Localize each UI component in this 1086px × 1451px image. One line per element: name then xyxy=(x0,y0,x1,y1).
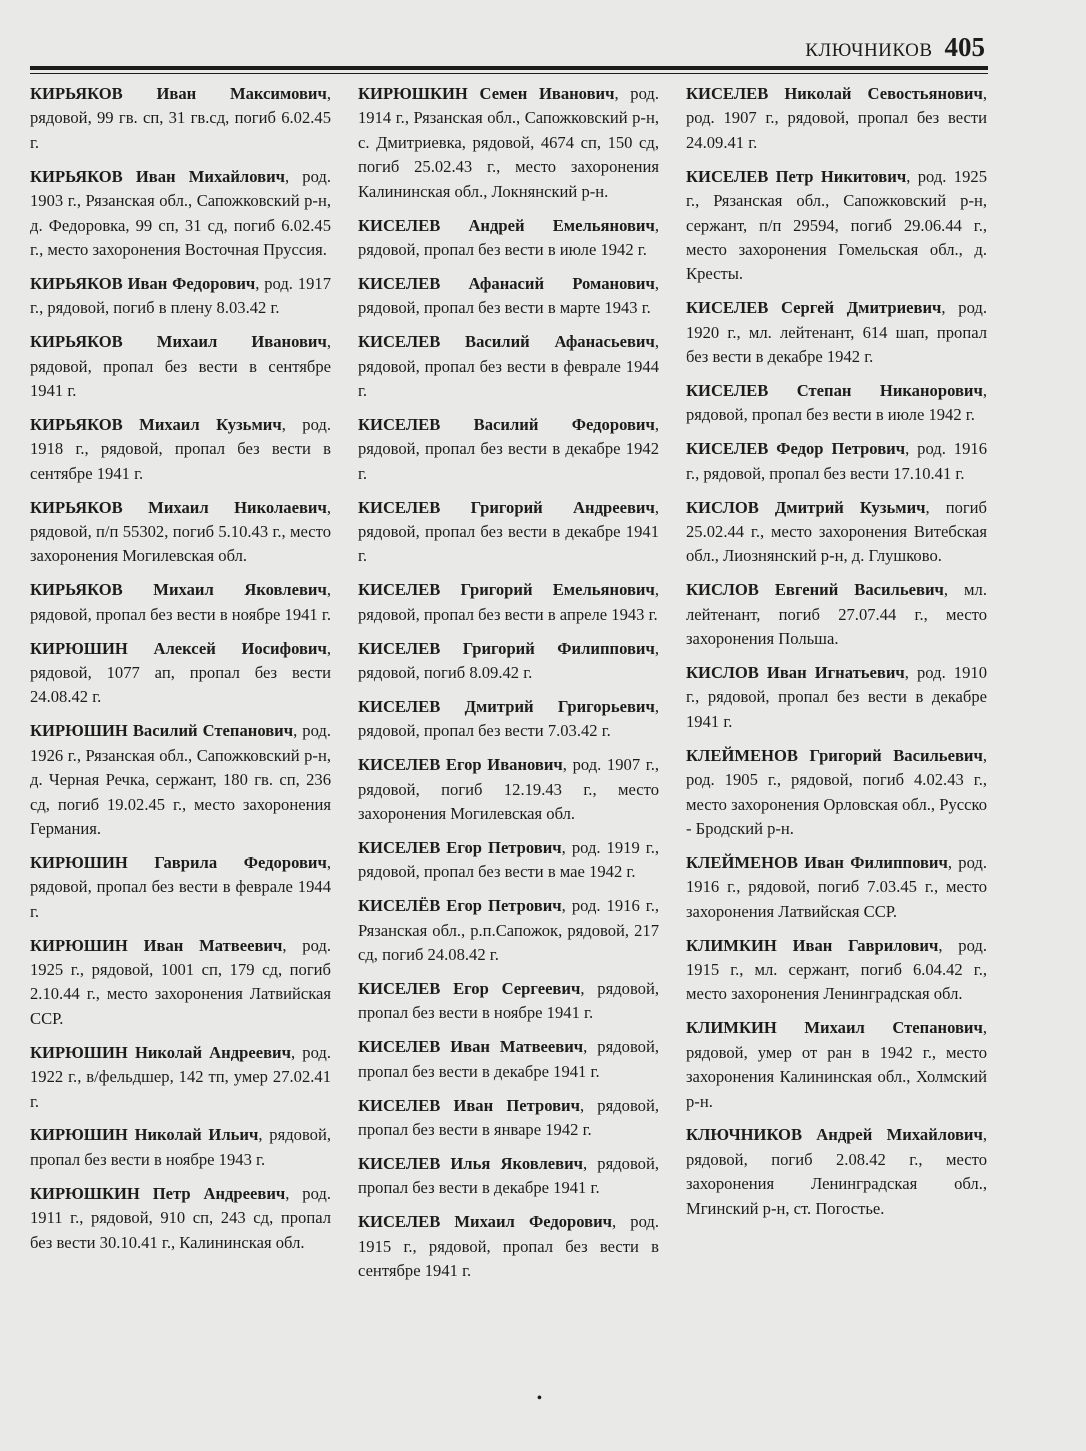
entry-name: КЛЕЙМЕНОВ Григорий Васильевич xyxy=(686,745,983,765)
header-rule-thin xyxy=(30,73,988,74)
entry xyxy=(358,1152,659,1201)
entry xyxy=(30,719,331,841)
entry-name: КИРЮШКИН Петр Андреевич xyxy=(30,1183,286,1203)
entry-name: КИСЛОВ Иван Игнатьевич xyxy=(686,663,905,683)
entry-details: , род. 1915 г., рядовой, пропал без вести в сентябре 1941 г. xyxy=(358,1212,659,1281)
entry-details: , род. 1925 г., Рязанская обл., Сапожковский р-н, сержант, п/п 29594, погиб 29.06.44 г., место захоронения Гомельская обл., д. Кресты. xyxy=(686,166,987,284)
entry-name: КИСЕЛЕВ Егор Сергеевич xyxy=(358,979,581,998)
entry-name: КИРЮШКИН Семен Иванович xyxy=(358,84,615,103)
entry-name: КИРЮШИН Василий Степанович xyxy=(30,721,294,741)
entry-name: КИСЕЛЕВ Петр Никитович xyxy=(686,166,907,186)
entry-name: КИСЛОВ Евгений Васильевич xyxy=(686,580,944,600)
entry xyxy=(358,1210,659,1283)
entry-details: , род. 1914 г., Рязанская обл., Сапожковский р-н, с. Дмитриевка, рядовой, 4674 сп, 150 сд, погиб 25.02.43 г., место захоронения Калининская обл., Локнянский р-н. xyxy=(358,84,659,201)
entry xyxy=(30,1123,331,1172)
entry-details: , мл. лейтенант, погиб 27.07.44 г., место захоронения Польша. xyxy=(686,580,987,649)
entry-name: КИРЬЯКОВ Михаил Яковлевич xyxy=(30,580,327,600)
entry xyxy=(686,661,987,734)
entry-details: , рядовой, пропал без вести в ноябре 1943 г. xyxy=(30,1125,331,1169)
entry-name: КЛЮЧНИКОВ Андрей Михайлович xyxy=(686,1125,983,1145)
entry-details: , рядовой, пропал без вести в ноябре 1941 г. xyxy=(30,580,331,624)
entry-details: , рядовой, п/п 55302, погиб 5.10.43 г., место захоронения Могилевская обл. xyxy=(30,497,331,566)
entry xyxy=(30,165,331,263)
entry xyxy=(30,272,331,321)
entry xyxy=(30,578,331,627)
entry-details: , род. 1916 г., Рязанская обл., р.п.Сапожок, рядовой, 217 сд, погиб 24.08.42 г. xyxy=(358,896,659,965)
entry-details: , рядовой, 99 гв. сп, 31 гв.сд, погиб 6.02.45 г. xyxy=(30,84,331,152)
entry-details: , рядовой, пропал без вести в феврале 1944 г. xyxy=(30,852,331,921)
entry-name: КИРЮШИН Гаврила Федорович xyxy=(30,852,327,872)
entry-name: КИСЕЛЕВ Иван Матвеевич xyxy=(358,1037,584,1057)
entry-details: , рядовой, пропал без вести в декабре 1941 г. xyxy=(358,1153,660,1198)
entry-details: , погиб 25.02.44 г., место захоронения Витебская обл., Лиознянский р-н, д. Глушково. xyxy=(686,497,987,566)
entry-details: , род. 1915 г., мл. сержант, погиб 6.04.42 г., место захоронения Ленинградская обл. xyxy=(686,935,987,1004)
entry xyxy=(358,330,659,403)
column-2 xyxy=(358,82,659,1293)
entry-details: , рядовой, пропал без вести в ноябре 1941 г. xyxy=(358,979,660,1023)
entry-name: КЛИМКИН Иван Гаврилович xyxy=(686,935,939,955)
entry-name: КИСЛОВ Дмитрий Кузьмич xyxy=(686,497,926,517)
entry-details: , рядовой, 1077 ап, пропал без вести 24.08.42 г. xyxy=(30,638,331,707)
footer-mark: • xyxy=(537,1391,542,1406)
entry xyxy=(686,851,987,924)
entry xyxy=(686,496,987,569)
entry-name: КИРЮШИН Николай Андреевич xyxy=(30,1042,291,1062)
entry xyxy=(30,330,331,403)
entry xyxy=(358,977,659,1026)
entry xyxy=(358,753,659,826)
entry xyxy=(686,1016,987,1114)
entry xyxy=(30,82,331,155)
entry-details: , рядовой, пропал без вести в апреле 1943 г. xyxy=(358,580,659,624)
entry xyxy=(358,272,659,321)
entry-details: , род. 1920 г., мл. лейтенант, 614 шап, пропал без вести в декабре 1942 г. xyxy=(686,298,987,367)
entry-name: КИРЮШИН Алексей Иосифович xyxy=(30,638,327,658)
page-number: 405 xyxy=(944,32,985,62)
entry xyxy=(358,836,659,885)
entry-details: , род. 1907 г., рядовой, погиб 12.19.43 г., место захоронения Могилевская обл. xyxy=(358,755,659,824)
entry xyxy=(30,851,331,924)
entry-name: КИСЕЛЕВ Михаил Федорович xyxy=(358,1212,613,1232)
entry-details: , род. 1926 г., Рязанская обл., Сапожковский р-н, д. Черная Речка, сержант, 180 гв. сп, 236 сд, погиб 19.02.45 г., место захоронения Германия. xyxy=(30,721,331,838)
entry xyxy=(30,1182,331,1255)
entry-details: , рядовой, погиб 8.09.42 г. xyxy=(358,638,659,683)
entry-name: КИСЕЛЕВ Иван Петрович xyxy=(358,1095,580,1115)
running-head: КЛЮЧНИКОВ xyxy=(805,40,933,61)
entry xyxy=(30,496,331,569)
entry xyxy=(686,744,987,842)
entry-name: КИРЮШИН Николай Ильич xyxy=(30,1125,259,1145)
entry xyxy=(686,82,987,155)
entry-name: КИРЬЯКОВ Михаил Николаевич xyxy=(30,497,327,517)
column-1 xyxy=(30,82,331,1293)
entry-details: , род. 1905 г., рядовой, погиб 4.02.43 г., место захоронения Орловская обл., Русско - Бродский р-н. xyxy=(686,745,987,838)
entry-name: КИРЮШИН Иван Матвеевич xyxy=(30,935,283,955)
entry xyxy=(686,437,987,486)
entry xyxy=(30,934,331,1032)
entry-name: КИСЕЛЕВ Федор Петрович xyxy=(686,439,906,459)
entry-details: , рядовой, пропал без вести в январе 1942 г. xyxy=(358,1095,660,1140)
entry-details: , рядовой, пропал без вести в июле 1942 г. xyxy=(358,215,659,259)
entry-name: КИСЕЛЕВ Егор Петрович xyxy=(358,837,562,857)
entry-details: , род. 1918 г., рядовой, пропал без вести в сентябре 1941 г. xyxy=(30,414,331,483)
entry-name: КИСЕЛЁВ Егор Петрович xyxy=(358,896,562,916)
entry xyxy=(358,1094,659,1143)
entry xyxy=(358,82,659,204)
entry-details: , рядовой, пропал без вести в декабре 1942 г. xyxy=(358,414,659,483)
entry-details: , род. 1919 г., рядовой, пропал без вести в мае 1942 г. xyxy=(358,837,659,882)
entry-name: КИСЕЛЕВ Василий Афанасьевич xyxy=(358,332,655,352)
entry xyxy=(30,1041,331,1114)
entry-details: , род. 1916 г., рядовой, пропал без вести 17.10.41 г. xyxy=(686,439,987,483)
entry-details: , род. 1903 г., Рязанская обл., Сапожковский р-н, д. Федоровка, 99 сп, 31 сд, погиб 6.02.45 г., место захоронения Восточная Пруссия. xyxy=(30,166,331,259)
entry-details: , рядовой, пропал без вести в сентябре 1941 г. xyxy=(30,332,331,400)
entry-details: , рядовой, умер от ран в 1942 г., место захоронения Калининская обл., Холмский р-н. xyxy=(686,1018,987,1111)
entry-details: , рядовой, пропал без вести в марте 1943 г. xyxy=(358,273,659,318)
entry-name: КИСЕЛЕВ Сергей Дмитриевич xyxy=(686,298,942,318)
entry-name: КИСЕЛЕВ Григорий Емельянович xyxy=(358,580,655,600)
entry xyxy=(358,578,659,627)
entry xyxy=(686,165,987,287)
entry xyxy=(686,934,987,1007)
page-header xyxy=(30,32,985,68)
entry-name: КИСЕЛЕВ Григорий Андреевич xyxy=(358,497,655,517)
entry xyxy=(686,1123,987,1221)
entry xyxy=(686,296,987,369)
entry xyxy=(358,413,659,486)
entry-name: КИСЕЛЕВ Афанасий Романович xyxy=(358,273,655,293)
entry xyxy=(358,496,659,569)
entry-details: , род. 1922 г., в/фельдшер, 142 тп, умер 27.02.41 г. xyxy=(30,1042,331,1111)
entry-details: , рядовой, пропал без вести в июле 1942 г. xyxy=(686,380,987,425)
entry-details: , род. 1910 г., рядовой, пропал без вести в декабре 1941 г. xyxy=(686,663,987,731)
entry xyxy=(358,695,659,744)
entry-details: , рядовой, погиб 2.08.42 г., место захоронения Ленинградская обл., Мгинский р-н, ст. Погостье. xyxy=(686,1125,987,1218)
entry-name: КИСЕЛЕВ Андрей Емельянович xyxy=(358,215,655,235)
entry-name: КИСЕЛЕВ Егор Иванович xyxy=(358,755,563,775)
entry-name: КИСЕЛЕВ Василий Федорович xyxy=(358,414,655,434)
entry-details: , рядовой, пропал без вести в феврале 1944 г. xyxy=(358,332,659,400)
text-columns xyxy=(30,82,988,1293)
entry xyxy=(30,413,331,486)
entry-name: КЛЕЙМЕНОВ Иван Филиппович xyxy=(686,852,948,872)
entry-name: КИСЕЛЕВ Дмитрий Григорьевич xyxy=(358,696,655,716)
entry-name: КИРЬЯКОВ Михаил Иванович xyxy=(30,332,327,352)
entry-details: , рядовой, пропал без вести в декабре 1941 г. xyxy=(358,497,659,566)
entry xyxy=(686,379,987,428)
entry-details: , род. 1917 г., рядовой, погиб в плену 8.03.42 г. xyxy=(30,273,331,318)
entry-details: , рядовой, пропал без вести в декабре 1941 г. xyxy=(358,1037,659,1081)
entry xyxy=(358,214,659,263)
entry-details: , род. 1907 г., рядовой, пропал без вести 24.09.41 г. xyxy=(686,84,987,152)
entry-name: КИСЕЛЕВ Николай Севостьянович xyxy=(686,84,983,103)
entry-name: КИРЬЯКОВ Михаил Кузьмич xyxy=(30,414,282,434)
entry-name: КИРЬЯКОВ Иван Федорович xyxy=(30,273,256,293)
column-3 xyxy=(686,82,987,1293)
entry-details: , род. 1925 г., рядовой, 1001 сп, 179 сд, погиб 2.10.44 г., место захоронения Латвийская ССР. xyxy=(30,935,331,1028)
entry-details: , род. 1916 г., рядовой, погиб 7.03.45 г., место захоронения Латвийская ССР. xyxy=(686,852,987,921)
entry-name: КИСЕЛЕВ Григорий Филиппович xyxy=(358,638,655,658)
entry xyxy=(686,578,987,651)
entry xyxy=(30,637,331,710)
entry-details: , род. 1911 г., рядовой, 910 сп, 243 сд, пропал без вести 30.10.41 г., Калининская обл. xyxy=(30,1183,331,1252)
header-rule-thick xyxy=(30,66,988,70)
entry-name: КИРЬЯКОВ Иван Михайлович xyxy=(30,166,285,186)
entry xyxy=(358,894,659,967)
entry-name: КИСЕЛЕВ Степан Никанорович xyxy=(686,380,983,400)
entry-name: КИСЕЛЕВ Илья Яковлевич xyxy=(358,1153,584,1173)
entry xyxy=(358,637,659,686)
entry-details: , рядовой, пропал без вести 7.03.42 г. xyxy=(358,696,659,741)
entry-name: КЛИМКИН Михаил Степанович xyxy=(686,1018,983,1038)
entry xyxy=(358,1035,659,1084)
entry-name: КИРЬЯКОВ Иван Максимович xyxy=(30,84,327,103)
